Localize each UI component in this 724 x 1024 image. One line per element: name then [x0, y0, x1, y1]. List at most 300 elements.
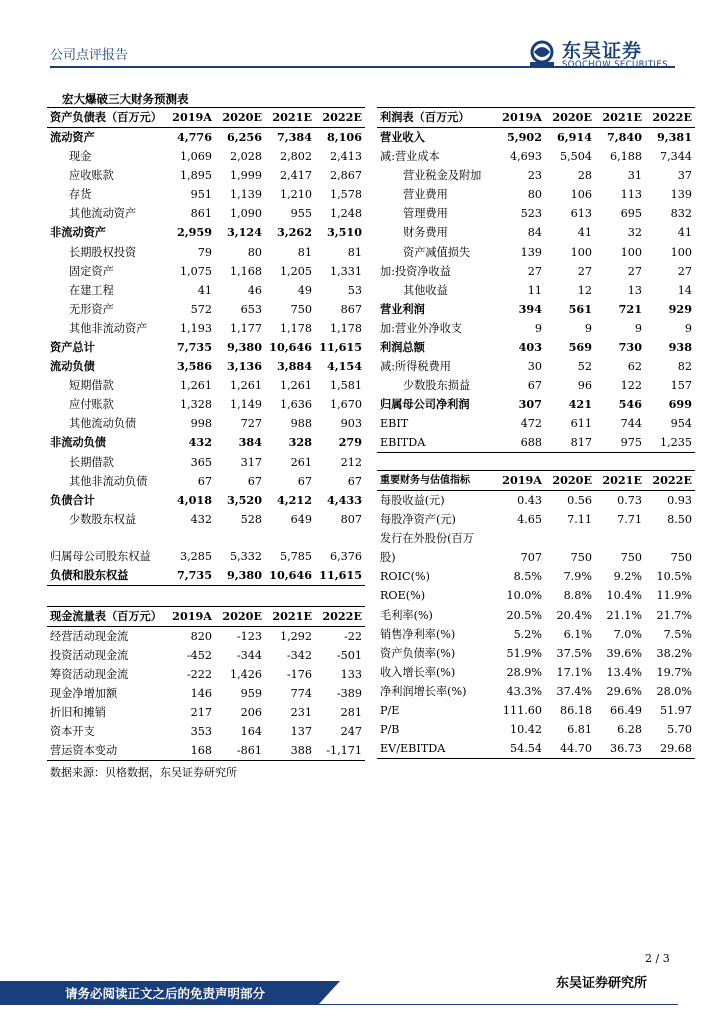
- value-cell: 27: [527, 264, 542, 278]
- table-row: [47, 472, 365, 491]
- value-cell: 5.2%: [513, 627, 542, 641]
- page-number: 2 / 3: [645, 952, 670, 965]
- row-label-cell: 销售净利率(%): [380, 627, 456, 641]
- value-cell: 66.49: [609, 703, 642, 717]
- row-label-cell: 流动资产: [50, 130, 95, 144]
- row-label-cell: 资本开支: [50, 725, 95, 739]
- value-cell: [215, 529, 265, 547]
- row-label-cell: 资产总计: [50, 339, 95, 354]
- table-row: [47, 566, 365, 586]
- value-cell: 86.18: [559, 703, 592, 717]
- value-cell: 11.9%: [656, 589, 692, 603]
- table-row: [377, 625, 695, 644]
- data-source-note: 数据来源：贝格数据，东吴证券研究所: [50, 766, 237, 779]
- value-cell: 403: [518, 339, 542, 354]
- row-label-cell: P/B: [380, 723, 400, 737]
- table-row: [377, 510, 695, 529]
- value-cell: 1,261: [179, 379, 212, 393]
- value-cell: 1,235: [645, 433, 695, 453]
- year-header-cell: 2022E: [315, 108, 365, 128]
- table-row: [47, 703, 365, 722]
- value-cell: 81: [297, 245, 312, 259]
- table-row: [47, 204, 365, 223]
- value-cell: 3,124: [226, 225, 262, 240]
- row-label-cell: 筹资活动现金流: [50, 668, 129, 682]
- row-label-cell: P/E: [380, 703, 400, 717]
- table-row: [377, 701, 695, 720]
- row-label-cell: ROIC(%): [380, 570, 430, 584]
- row-label-cell: 资产减值损失: [403, 245, 471, 259]
- value-cell: 13: [627, 283, 642, 297]
- value-cell: 43.3%: [506, 684, 542, 698]
- value-cell: 4,154: [326, 359, 362, 374]
- value-cell: 7.71: [617, 513, 642, 527]
- value-cell: 46: [247, 283, 262, 297]
- value-cell: 4,212: [276, 492, 312, 507]
- value-cell: 84: [527, 226, 542, 240]
- value-cell: 28.0%: [656, 684, 692, 698]
- value-cell: -176: [286, 668, 312, 682]
- footer-institute: 东吴证券研究所: [556, 976, 648, 991]
- company-logo: [528, 38, 678, 72]
- report-type-title: 公司点评报告: [50, 48, 129, 63]
- value-cell: 5,785: [279, 549, 312, 563]
- row-label-cell: 其他收益: [403, 283, 448, 297]
- value-cell: -452: [186, 649, 212, 663]
- row-label-cell: 利润总额: [380, 339, 425, 354]
- value-cell: 432: [190, 512, 212, 526]
- table-title-cell: 重要财务与估值指标: [377, 471, 495, 491]
- value-cell: 27: [627, 264, 642, 278]
- row-label-cell: 发行在外股份(百万: [380, 532, 474, 546]
- value-cell: 53: [347, 283, 362, 297]
- income-statement-table: [377, 107, 695, 453]
- value-cell: 7.5%: [663, 627, 692, 641]
- value-cell: 20.5%: [506, 608, 542, 622]
- row-label-cell: 负债合计: [50, 492, 95, 507]
- row-label-cell: 经营活动现金流: [50, 630, 129, 643]
- table-header-row: [47, 108, 365, 128]
- value-cell: 52: [577, 360, 592, 374]
- value-cell: 1,426: [229, 668, 262, 682]
- table-row: [377, 433, 695, 453]
- value-cell: 27: [677, 264, 692, 278]
- table-row: [47, 300, 365, 319]
- year-header-cell: 2020E: [545, 108, 595, 128]
- row-label-cell: 应付账款: [69, 398, 114, 412]
- table-row: [377, 739, 695, 759]
- row-label-cell: ROE(%): [380, 589, 426, 603]
- value-cell: 20.4%: [556, 608, 592, 622]
- value-cell: 1,075: [179, 264, 212, 278]
- table-title-cell: 现金流量表（百万元）: [47, 607, 165, 627]
- table-row: [47, 166, 365, 185]
- value-cell: 11: [527, 283, 542, 297]
- value-cell: 388: [265, 741, 315, 761]
- value-cell: 975: [595, 433, 645, 453]
- value-cell: 2,028: [229, 150, 262, 164]
- row-label-cell: 资产负债率(%): [380, 646, 456, 660]
- value-cell: 6,376: [329, 549, 362, 563]
- row-label-cell: 每股净资产(元): [380, 513, 456, 527]
- table-row: [377, 204, 695, 223]
- value-cell: 6,914: [556, 130, 592, 144]
- year-header-cell: 2022E: [315, 607, 365, 627]
- value-cell: 67: [347, 474, 362, 488]
- value-cell: 572: [190, 302, 212, 316]
- value-cell: 832: [670, 207, 692, 221]
- value-cell: 9: [634, 321, 642, 335]
- value-cell: 82: [677, 360, 692, 374]
- value-cell: 21.7%: [656, 608, 692, 622]
- footer-disclaimer: 请务必阅读正文之后的免责声明部分: [65, 986, 266, 1001]
- year-header-cell: 2019A: [495, 471, 545, 491]
- value-cell: -389: [336, 687, 362, 701]
- value-cell: 432: [188, 435, 212, 450]
- year-header-cell: 2021E: [595, 108, 645, 128]
- value-cell: 365: [190, 455, 212, 469]
- row-label-cell: 收入增长率(%): [380, 665, 456, 679]
- value-cell: -1,171: [315, 741, 365, 761]
- value-cell: 472: [520, 417, 542, 431]
- table-row: [377, 395, 695, 414]
- value-cell: 206: [240, 706, 262, 720]
- value-cell: 959: [240, 687, 262, 701]
- table-row: [47, 147, 365, 166]
- row-label-cell: 固定资产: [69, 264, 114, 278]
- value-cell: 139: [520, 245, 542, 259]
- table-row: [377, 128, 695, 148]
- value-cell: 6.1%: [563, 627, 592, 641]
- value-cell: 750: [570, 551, 592, 565]
- value-cell: 384: [238, 435, 262, 450]
- value-cell: 7.9%: [563, 570, 592, 584]
- value-cell: -342: [286, 649, 312, 663]
- value-cell: 7,344: [659, 150, 692, 164]
- row-label-cell: 非流动负债: [50, 435, 106, 450]
- soochow-logo-icon: [528, 40, 556, 68]
- row-label-cell: 每股收益(元): [380, 494, 445, 507]
- cash-flow-table: [47, 606, 365, 761]
- footer-rule: [318, 1004, 678, 1005]
- value-cell: 929: [668, 301, 692, 316]
- row-label-cell: 流动负债: [50, 359, 95, 374]
- value-cell: 707: [520, 551, 542, 565]
- row-label-cell: 投资活动现金流: [50, 649, 129, 663]
- value-cell: 164: [240, 725, 262, 739]
- table-row: [377, 491, 695, 511]
- row-label-cell: 营业税金及附加: [403, 169, 482, 183]
- value-cell: 7,840: [606, 130, 642, 144]
- value-cell: 9: [584, 321, 592, 335]
- table-row: [377, 376, 695, 395]
- value-cell: 695: [620, 207, 642, 221]
- value-cell: 744: [620, 417, 642, 431]
- value-cell: 727: [240, 417, 262, 431]
- table-row: [377, 720, 695, 739]
- value-cell: 9: [684, 321, 692, 335]
- table-header-row: [377, 108, 695, 128]
- value-cell: 133: [340, 668, 362, 682]
- row-label-cell: 股): [380, 551, 396, 565]
- value-cell: 212: [340, 455, 362, 469]
- table-row: [377, 338, 695, 357]
- balance-sheet-table: [47, 107, 365, 586]
- table-row: [47, 433, 365, 452]
- value-cell: 1,248: [329, 207, 362, 221]
- table-row: [377, 319, 695, 338]
- table-row: [377, 223, 695, 242]
- table-row: [47, 627, 365, 647]
- value-cell: 817: [545, 433, 595, 453]
- value-cell: 67: [197, 474, 212, 488]
- value-cell: 49: [297, 283, 312, 297]
- value-cell: 561: [568, 301, 592, 316]
- table-row: [47, 376, 365, 395]
- table-row: [377, 185, 695, 204]
- value-cell: 3,136: [226, 359, 262, 374]
- value-cell: 80: [247, 245, 262, 259]
- value-cell: 81: [347, 245, 362, 259]
- value-cell: 54.54: [495, 739, 545, 759]
- table-row: [377, 357, 695, 376]
- value-cell: 62: [627, 360, 642, 374]
- value-cell: 867: [340, 302, 362, 316]
- table-row: [47, 684, 365, 703]
- table-row: [47, 338, 365, 357]
- row-label-cell: 长期股权投资: [69, 245, 137, 259]
- value-cell: 4,018: [176, 492, 212, 507]
- value-cell: [595, 529, 645, 548]
- value-cell: 67: [247, 474, 262, 488]
- value-cell: 1,331: [329, 264, 362, 278]
- value-cell: 11,615: [319, 339, 362, 354]
- value-cell: -222: [186, 668, 212, 682]
- table-row: [377, 262, 695, 281]
- value-cell: 37: [677, 169, 692, 183]
- row-label-cell: 非流动资产: [50, 225, 106, 240]
- row-label-cell: 营业费用: [403, 188, 448, 202]
- value-cell: 279: [338, 435, 362, 450]
- value-cell: 7,735: [165, 566, 215, 586]
- value-cell: 2,959: [176, 225, 212, 240]
- value-cell: -344: [236, 649, 262, 663]
- table-row: [47, 491, 365, 510]
- value-cell: 611: [570, 417, 592, 431]
- value-cell: 1,895: [179, 169, 212, 183]
- row-label-cell: 其他流动负债: [69, 417, 137, 431]
- value-cell: 4,693: [509, 150, 542, 164]
- year-header-cell: 2021E: [595, 471, 645, 491]
- year-header-cell: 2022E: [645, 471, 695, 491]
- row-label-cell: [47, 529, 165, 547]
- value-cell: 19.7%: [656, 665, 692, 679]
- value-cell: 1,581: [329, 379, 362, 393]
- value-cell: 750: [620, 551, 642, 565]
- table-row: [47, 262, 365, 281]
- value-cell: 29.68: [645, 739, 695, 759]
- value-cell: 3,285: [179, 549, 212, 563]
- value-cell: 2,413: [329, 150, 362, 164]
- value-cell: 39.6%: [606, 646, 642, 660]
- logo-chinese-name: 东吴证券: [562, 40, 643, 62]
- value-cell: 9: [534, 321, 542, 335]
- value-cell: 41: [577, 226, 592, 240]
- table-row: [377, 300, 695, 319]
- value-cell: 8.8%: [563, 589, 592, 603]
- value-cell: 546: [618, 397, 642, 412]
- value-cell: 1,636: [279, 398, 312, 412]
- row-label-cell: 少数股东损益: [403, 379, 471, 393]
- table-row: [47, 128, 365, 148]
- row-label-cell: 长期借款: [69, 455, 114, 469]
- value-cell: 5,332: [229, 549, 262, 563]
- year-header-cell: 2019A: [495, 108, 545, 128]
- value-cell: 13.4%: [606, 665, 642, 679]
- value-cell: 2,417: [279, 169, 312, 183]
- value-cell: 1,210: [279, 188, 312, 202]
- year-header-cell: 2020E: [215, 607, 265, 627]
- value-cell: 1,205: [279, 264, 312, 278]
- row-label-cell: EBIT: [380, 417, 409, 431]
- value-cell: 9,380: [215, 566, 265, 586]
- table-row: [377, 567, 695, 586]
- row-label-cell: 管理费用: [403, 207, 448, 221]
- value-cell: 6,256: [226, 130, 262, 144]
- value-cell: 1,261: [279, 379, 312, 393]
- value-cell: 8,106: [326, 130, 362, 144]
- value-cell: 37.5%: [556, 646, 592, 660]
- value-cell: 9.2%: [613, 570, 642, 584]
- value-cell: 3,262: [276, 225, 312, 240]
- value-cell: 67: [527, 379, 542, 393]
- value-cell: 21.1%: [606, 608, 642, 622]
- value-cell: 10.4%: [606, 589, 642, 603]
- value-cell: 79: [197, 245, 212, 259]
- value-cell: 23: [527, 169, 542, 183]
- table-row: [377, 605, 695, 624]
- value-cell: 31: [627, 169, 642, 183]
- year-header-cell: 2020E: [545, 471, 595, 491]
- value-cell: [165, 529, 215, 547]
- value-cell: [495, 529, 545, 548]
- table-row: [47, 281, 365, 300]
- value-cell: 14: [677, 283, 692, 297]
- table-row: [47, 242, 365, 261]
- value-cell: 5,504: [559, 150, 592, 164]
- row-label-cell: 加:营业外净收支: [380, 321, 463, 335]
- value-cell: 1,168: [229, 264, 262, 278]
- value-cell: 28: [577, 169, 592, 183]
- section-title: 宏大爆破三大财务预测表: [62, 92, 189, 106]
- value-cell: 29.6%: [606, 684, 642, 698]
- value-cell: 5.70: [667, 723, 692, 737]
- value-cell: 688: [495, 433, 545, 453]
- logo-english-name: SOOCHOW SECURITIES: [562, 60, 668, 70]
- table-row: [47, 185, 365, 204]
- row-label-cell: 负债和股东权益: [47, 566, 165, 586]
- value-cell: 146: [190, 687, 212, 701]
- value-cell: -861: [215, 741, 265, 761]
- value-cell: 861: [190, 207, 212, 221]
- value-cell: 0.43: [517, 494, 542, 507]
- value-cell: 903: [340, 417, 362, 431]
- row-label-cell: 存货: [69, 188, 92, 202]
- value-cell: 9,380: [226, 339, 262, 354]
- value-cell: 7,384: [276, 130, 312, 144]
- table-row: [377, 682, 695, 701]
- value-cell: 6.28: [617, 723, 642, 737]
- value-cell: 721: [618, 301, 642, 316]
- year-header-cell: 2021E: [265, 607, 315, 627]
- value-cell: 569: [568, 339, 592, 354]
- value-cell: 0.73: [617, 494, 642, 507]
- table-row: [47, 357, 365, 376]
- year-header-cell: 2019A: [165, 607, 215, 627]
- value-cell: 3,884: [276, 359, 312, 374]
- table-row: [47, 547, 365, 566]
- value-cell: 3,510: [326, 225, 362, 240]
- table-header-row: [377, 471, 695, 491]
- value-cell: 12: [577, 283, 592, 297]
- table-row: [377, 644, 695, 663]
- value-cell: 37.4%: [556, 684, 592, 698]
- value-cell: 10,646: [269, 339, 312, 354]
- value-cell: 3,586: [176, 359, 212, 374]
- table-row: [377, 586, 695, 605]
- value-cell: 10.42: [509, 723, 542, 737]
- row-label-cell: 净利润增长率(%): [380, 684, 467, 698]
- value-cell: 1,139: [229, 188, 262, 202]
- value-cell: 17.1%: [556, 665, 592, 679]
- value-cell: -123: [236, 630, 262, 643]
- value-cell: 328: [288, 435, 312, 450]
- value-cell: 5,902: [506, 130, 542, 144]
- row-label-cell: 减:所得税费用: [380, 360, 451, 374]
- year-header-cell: 2019A: [165, 108, 215, 128]
- value-cell: 649: [290, 512, 312, 526]
- value-cell: 41: [677, 226, 692, 240]
- value-cell: 774: [290, 687, 312, 701]
- table-row: [47, 722, 365, 741]
- row-label-cell: 财务费用: [403, 226, 448, 240]
- value-cell: 1,178: [329, 321, 362, 335]
- value-cell: [645, 529, 695, 548]
- value-cell: 7,735: [176, 339, 212, 354]
- table-row: [47, 665, 365, 684]
- value-cell: 30: [527, 360, 542, 374]
- row-label-cell: EBITDA: [377, 433, 495, 453]
- value-cell: 1,090: [229, 207, 262, 221]
- table-title-cell: 利润表（百万元）: [377, 108, 495, 128]
- row-label-cell: 现金净增加额: [50, 687, 118, 701]
- value-cell: 7.0%: [613, 627, 642, 641]
- value-cell: 421: [568, 397, 592, 412]
- row-label-cell: 其他流动资产: [69, 207, 137, 221]
- value-cell: 10,646: [265, 566, 315, 586]
- value-cell: 8.50: [667, 513, 692, 527]
- value-cell: 51.9%: [506, 646, 542, 660]
- value-cell: 10.5%: [656, 570, 692, 584]
- table-row: [47, 319, 365, 338]
- value-cell: 0.56: [567, 494, 592, 507]
- value-cell: 100: [670, 245, 692, 259]
- value-cell: 122: [620, 379, 642, 393]
- value-cell: 44.70: [545, 739, 595, 759]
- table-title-cell: 资产负债表（百万元）: [47, 108, 165, 128]
- row-label-cell: 少数股东权益: [69, 512, 137, 526]
- value-cell: 281: [340, 706, 362, 720]
